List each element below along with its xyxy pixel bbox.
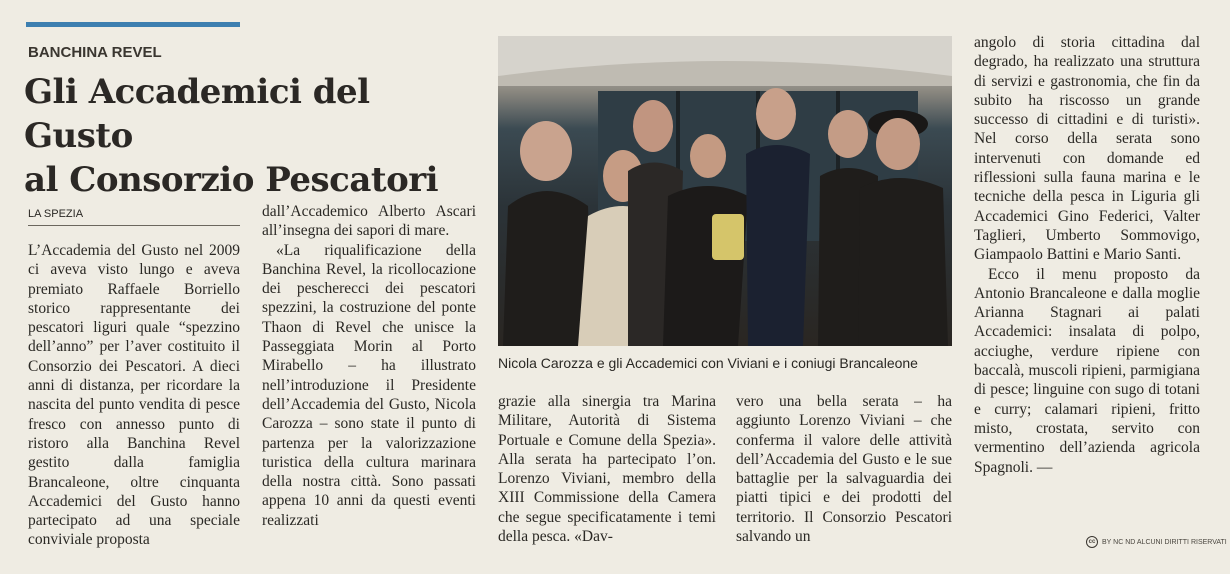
article-column-2 (262, 202, 476, 530)
article-headline (24, 70, 484, 202)
paragraph: angolo di storia cittadina dal degrado, ha realizzato una struttura di servizi e gastronomia, che fin da subito ha riscosso un grande successo di cittadini e di turisti». Nel corso della serata sono intervenuti con domande ed riflessioni sulla fauna marina e le tecniche della pesca in Liguria gli Accademici Gino Federici, Valter Taglieri, Umberto Sommovigo, Giampaolo Battini e Mario Santi. (974, 34, 1200, 264)
article-kicker: BANCHINA REVEL (28, 44, 162, 61)
dateline-place: LA SPEZIA (28, 208, 84, 220)
paragraph: L’Accademia del Gusto nel 2009 ci aveva visto lungo e aveva premiato Raffaele Borriello storico rappresentante dei pescatori liguri quale “spezzino dell’anno” per l’aver costituito il Consorzio dei Pescatori. A dieci anni di distanza, per ricordare la nascita del punto vendita di pesce fresco con annesso punto di ristoro alla Banchina Revel gestito dalla famiglia Brancaleone, oltre cinquanta Accademici del Gusto hanno partecipato ad una speciale conviviale proposta (28, 242, 240, 549)
article-column-4 (736, 392, 952, 546)
paragraph: Ecco il menu proposto da Antonio Brancaleone e dalla moglie Arianna Stagnari ai palati Accademici: insalata di polpo, acciughe, verdure ripiene con baccalà, muscoli ripieni, parmigiana di pesce; linguine con sugo di totani e curry; calamari ripieni, fritto misto, crostata, servito con vermentino dell’azienda agricola Spagnoli. — (974, 265, 1200, 476)
group-photo-illustration (498, 36, 952, 346)
article-column-5 (974, 33, 1200, 477)
paragraph: dall’Accademico Alberto Ascari all’insegna dei sapori di mare. (262, 203, 476, 240)
creative-commons-icon: cc (1086, 536, 1098, 548)
section-accent-rule (26, 22, 240, 27)
article-column-1 (28, 241, 240, 550)
headline-line-1: Gli Accademici del Gusto (24, 72, 370, 156)
headline-line-2: al Consorzio Pescatori (24, 160, 439, 200)
dateline-rule (28, 225, 240, 226)
copyright-notice (1086, 536, 1227, 548)
paragraph: grazie alla sinergia tra Marina Militare, Autorità di Sistema Portuale e Comune della Spezia». Alla serata ha partecipato l’on. Lorenzo Viviani, membro della XIII Commissione della Camera che segue specificatamente i temi della pesca. «Dav- (498, 393, 716, 546)
paragraph: «La riqualificazione della Banchina Revel, la ricollocazione dei pescherecci dei pescatori spezzini, la costruzione del ponte Thaon di Revel che unisce la Passeggiata Morin al Porto Mirabello – ha illustrato nell’introduzione il Presidente dell’Accademia del Gusto, Nicola Carozza – sono state il punto di partenza per la valorizzazione turistica della cultura marinara della nostra città. Sono passati appena 10 anni da questi eventi realizzati (262, 241, 476, 529)
copyright-text: BY NC ND ALCUNI DIRITTI RISERVATI (1102, 538, 1227, 546)
photo-caption: Nicola Carozza e gli Accademici con Viviani e i coniugi Brancaleone (498, 355, 918, 371)
article-column-3 (498, 392, 716, 546)
paragraph: vero una bella serata – ha aggiunto Lorenzo Viviani – che conferma il valore delle attività dell’Accademia del Gusto e le sue battaglie per la salvaguardia dei piatti tipici e dei prodotti del territorio. Il Consorzio Pescatori salvando un (736, 393, 952, 546)
article-photo (498, 36, 952, 346)
